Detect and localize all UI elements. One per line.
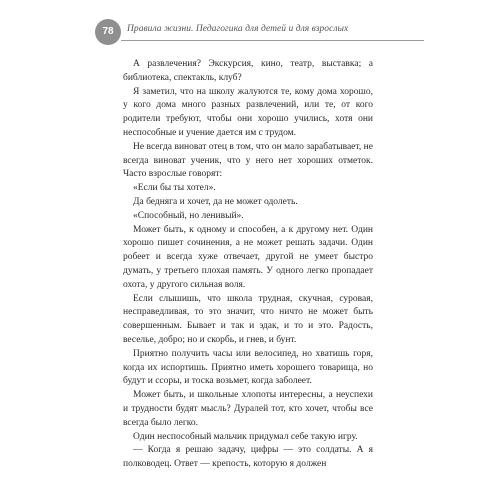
paragraph: Может быть, к одному и способен, а к другому нет. Один хорошо пишет сочинения, а не может решать задачи. Один робеет и всегда хуже отвечает, другой не умеет быстро думать, у третьего плохая память. У одного легко пропадает охота, у другого сильная воля. xyxy=(123,224,373,290)
paragraph: Может быть, и школьные хлопоты интересны, а неуспехи и трудности будят мысль? Дуралей тот, кто хочет, чтобы все всегда было легко. xyxy=(123,390,373,428)
paragraph: Я заметил, что на школу жалуются те, кому дома хорошо, у кого дома много разных развлечений, или те, от кого родители требуют, чтобы они хорошо учились, хотя они неспособные и учение дается им с трудом. xyxy=(123,86,373,138)
page-number-badge: 78 xyxy=(95,19,121,45)
header-divider xyxy=(121,40,424,41)
paragraph: Да бедняга и хочет, да не может одолеть. xyxy=(133,196,298,207)
running-header xyxy=(95,19,425,45)
paragraph: А развлечения? Экскурсия, кино, театр, выставка; а библиотека, спектакль, клуб? xyxy=(123,59,373,83)
paragraph: — Когда я решаю задачу, цифры — это солдаты. А я полководец. Ответ — крепость, которую я должен xyxy=(123,445,373,470)
paragraph: «Если бы ты хотел». xyxy=(133,183,216,194)
paragraph: Приятно получить часы или велосипед, но хватишь горя, когда их испортишь. Приятно иметь хорошего товарища, но будут и ссоры, и тоска возьмет, когда заболеет. xyxy=(123,348,373,387)
paragraph: «Способный, но ленивый». xyxy=(133,210,244,221)
paragraph: Один неспособный мальчик придумал себе такую игру. xyxy=(133,431,358,442)
paragraph: Если слышишь, что школа трудная, скучная, суровая, несправедливая, то это значит, что ничто не может быть совершенным. Бывает и так и эдак, и то и это. Радость, веселье, добро; но и скорбь, и гнев, и бунт. xyxy=(123,293,373,345)
running-title: Правила жизни. Педагогика для детей и для взрослых xyxy=(127,24,349,34)
paragraph: Не всегда виноват отец в том, что он мало зарабатывает, не всегда виноват ученик, что у него нет хороших отметок. Часто взрослые говорят: xyxy=(123,141,373,180)
page-body xyxy=(123,58,373,472)
